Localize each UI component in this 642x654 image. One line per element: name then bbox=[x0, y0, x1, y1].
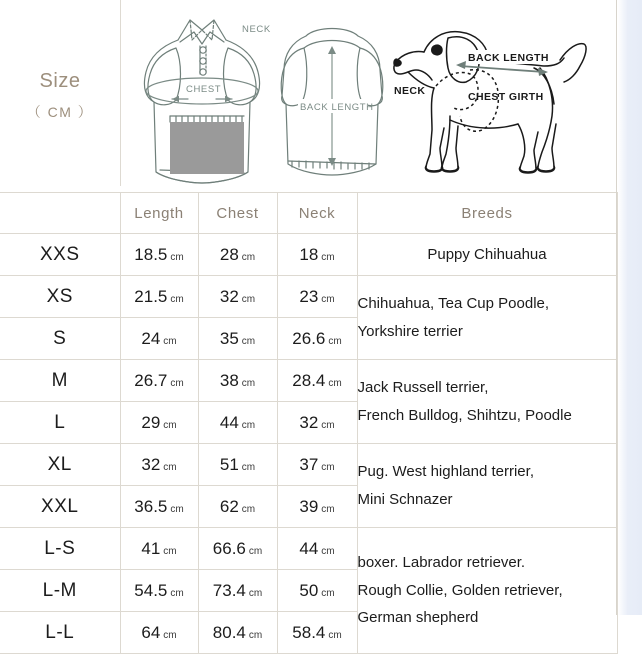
cell-length bbox=[120, 528, 198, 570]
cell-size: M bbox=[0, 360, 120, 402]
neck-label-dog: NECK bbox=[394, 85, 426, 97]
unit-label: cm bbox=[321, 251, 335, 263]
unit-label: cm bbox=[170, 503, 184, 515]
breed-line: Puppy Chihuahua bbox=[427, 245, 547, 263]
unit-label: cm bbox=[241, 251, 256, 263]
unit-label: cm bbox=[321, 293, 335, 305]
table-body bbox=[0, 234, 617, 654]
unit-label: cm bbox=[328, 335, 342, 347]
cell-neck bbox=[277, 234, 357, 276]
breed-line: Rough Collie, Golden retriever, bbox=[357, 581, 563, 599]
breed-line: Jack Russell terrier, bbox=[357, 378, 489, 396]
cell-size: L-L bbox=[0, 612, 120, 654]
unit-label: cm bbox=[241, 377, 256, 389]
unit-label: cm bbox=[328, 629, 342, 641]
table-header bbox=[0, 193, 617, 234]
dog-measurement-diagram bbox=[388, 8, 614, 184]
cell-neck-value: 44 bbox=[299, 538, 319, 558]
cell-neck-value: 58.4 bbox=[292, 622, 326, 642]
unit-label: cm bbox=[321, 587, 335, 599]
unit-label: cm bbox=[170, 377, 184, 389]
cell-neck-value: 18 bbox=[299, 244, 319, 264]
cell-chest bbox=[198, 444, 277, 486]
unit-label: cm bbox=[170, 587, 184, 599]
illustration-divider bbox=[120, 0, 121, 186]
size-title: Size bbox=[39, 70, 81, 92]
unit-label: cm bbox=[321, 419, 335, 431]
cell-chest-value: 32 bbox=[219, 286, 239, 306]
cell-length-value: 21.5 bbox=[134, 286, 168, 306]
cell-size: XS bbox=[0, 276, 120, 318]
cell-chest-value: 73.4 bbox=[212, 580, 246, 600]
breed-line: German shepherd bbox=[357, 609, 479, 627]
cell-chest bbox=[198, 276, 277, 318]
header-breeds: Breeds bbox=[357, 193, 617, 234]
unit-label: cm bbox=[163, 461, 177, 473]
right-decorative-strip bbox=[618, 0, 642, 615]
unit-label: cm bbox=[248, 545, 263, 557]
table-row bbox=[0, 234, 617, 276]
unit-label: cm bbox=[163, 419, 177, 431]
cell-size: XXS bbox=[0, 234, 120, 276]
table-row bbox=[0, 276, 617, 318]
size-unit-label: （ CM ） bbox=[26, 104, 94, 120]
unit-label: cm bbox=[321, 503, 335, 515]
cell-neck-value: 37 bbox=[299, 454, 319, 474]
cell-length-value: 36.5 bbox=[134, 496, 168, 516]
cell-chest-value: 28 bbox=[219, 244, 239, 264]
header-size bbox=[0, 193, 120, 234]
cell-breeds bbox=[357, 360, 617, 444]
breed-line: Mini Schnazer bbox=[357, 490, 453, 508]
cell-length-value: 24 bbox=[141, 328, 161, 348]
cell-chest-value: 35 bbox=[219, 328, 239, 348]
table-row bbox=[0, 528, 617, 570]
unit-label: cm bbox=[163, 335, 177, 347]
back-length-label-back: BACK LENGTH bbox=[300, 102, 374, 113]
cell-length-value: 29 bbox=[141, 412, 161, 432]
breed-line: boxer. Labrador retriever. bbox=[357, 553, 526, 571]
cell-neck bbox=[277, 612, 357, 654]
cell-chest-value: 51 bbox=[219, 454, 239, 474]
cell-chest bbox=[198, 570, 277, 612]
polo-shirt-front-view-diagram bbox=[132, 4, 272, 186]
chest-label-front: CHEST bbox=[186, 84, 222, 95]
cell-breeds bbox=[357, 528, 617, 654]
unit-label: cm bbox=[170, 293, 184, 305]
shirt-gray-panel bbox=[170, 122, 244, 174]
cell-length-value: 18.5 bbox=[134, 244, 168, 264]
cell-neck-value: 28.4 bbox=[292, 370, 326, 390]
size-chart-table bbox=[0, 192, 618, 654]
cell-neck bbox=[277, 486, 357, 528]
cell-chest bbox=[198, 402, 277, 444]
cell-length-value: 41 bbox=[141, 538, 161, 558]
size-title-cell bbox=[0, 0, 120, 192]
cell-length bbox=[120, 444, 198, 486]
cell-size: XXL bbox=[0, 486, 120, 528]
cell-size: XL bbox=[0, 444, 120, 486]
breed-line: Pug. West highland terrier, bbox=[357, 462, 534, 480]
breed-line: Chihuahua, Tea Cup Poodle, bbox=[357, 294, 550, 312]
cell-chest-value: 62 bbox=[219, 496, 239, 516]
cell-length bbox=[120, 318, 198, 360]
cell-neck bbox=[277, 360, 357, 402]
table-row bbox=[0, 360, 617, 402]
cell-neck bbox=[277, 318, 357, 360]
cell-length bbox=[120, 360, 198, 402]
unit-label: cm bbox=[163, 545, 177, 557]
cell-neck bbox=[277, 402, 357, 444]
header-chest: Chest bbox=[198, 193, 277, 234]
cell-chest bbox=[198, 528, 277, 570]
unit-label: cm bbox=[248, 587, 263, 599]
header-neck: Neck bbox=[277, 193, 357, 234]
cell-neck bbox=[277, 528, 357, 570]
header-row bbox=[0, 193, 617, 234]
cell-length-value: 64 bbox=[141, 622, 161, 642]
cell-length-value: 32 bbox=[141, 454, 161, 474]
cell-length bbox=[120, 570, 198, 612]
unit-label: cm bbox=[241, 293, 256, 305]
unit-label: cm bbox=[241, 419, 256, 431]
cell-neck bbox=[277, 570, 357, 612]
cell-chest bbox=[198, 486, 277, 528]
illustration-band bbox=[0, 0, 618, 192]
header-length: Length bbox=[120, 193, 198, 234]
cell-chest-value: 38 bbox=[219, 370, 239, 390]
cell-neck bbox=[277, 444, 357, 486]
cell-neck-value: 32 bbox=[299, 412, 319, 432]
unit-label: cm bbox=[241, 335, 256, 347]
cell-length bbox=[120, 276, 198, 318]
unit-label: cm bbox=[241, 503, 256, 515]
cell-size: L-S bbox=[0, 528, 120, 570]
cell-chest-value: 66.6 bbox=[212, 538, 246, 558]
cell-size: L bbox=[0, 402, 120, 444]
polo-shirt-back-view-diagram bbox=[276, 6, 388, 184]
cell-chest bbox=[198, 234, 277, 276]
breed-line: Yorkshire terrier bbox=[357, 322, 463, 340]
unit-label: cm bbox=[248, 629, 263, 641]
cell-length bbox=[120, 486, 198, 528]
cell-chest bbox=[198, 360, 277, 402]
cell-chest bbox=[198, 612, 277, 654]
cell-neck-value: 39 bbox=[299, 496, 319, 516]
breed-line: French Bulldog, Shihtzu, Poodle bbox=[357, 406, 572, 424]
cell-length bbox=[120, 402, 198, 444]
cell-length-value: 54.5 bbox=[134, 580, 168, 600]
cell-breeds bbox=[357, 276, 617, 360]
unit-label: cm bbox=[163, 629, 177, 641]
unit-label: cm bbox=[241, 461, 256, 473]
cell-neck-value: 50 bbox=[299, 580, 319, 600]
cell-neck bbox=[277, 276, 357, 318]
chest-girth-label-dog: CHEST GIRTH bbox=[468, 91, 544, 103]
back-length-label-dog: BACK LENGTH bbox=[468, 52, 549, 64]
cell-neck-value: 23 bbox=[299, 286, 319, 306]
right-strip-border bbox=[616, 0, 617, 615]
cell-length bbox=[120, 612, 198, 654]
cell-chest bbox=[198, 318, 277, 360]
table-row bbox=[0, 444, 617, 486]
cell-size: S bbox=[0, 318, 120, 360]
cell-chest-value: 80.4 bbox=[212, 622, 246, 642]
unit-label: cm bbox=[328, 377, 342, 389]
cell-breeds bbox=[357, 444, 617, 528]
cell-size: L-M bbox=[0, 570, 120, 612]
cell-chest-value: 44 bbox=[219, 412, 239, 432]
cell-neck-value: 26.6 bbox=[292, 328, 326, 348]
unit-label: cm bbox=[321, 545, 335, 557]
unit-label: cm bbox=[170, 251, 184, 263]
neck-label-front: NECK bbox=[242, 24, 271, 35]
cell-length-value: 26.7 bbox=[134, 370, 168, 390]
cell-breeds bbox=[357, 234, 617, 276]
unit-label: cm bbox=[321, 461, 335, 473]
cell-length bbox=[120, 234, 198, 276]
